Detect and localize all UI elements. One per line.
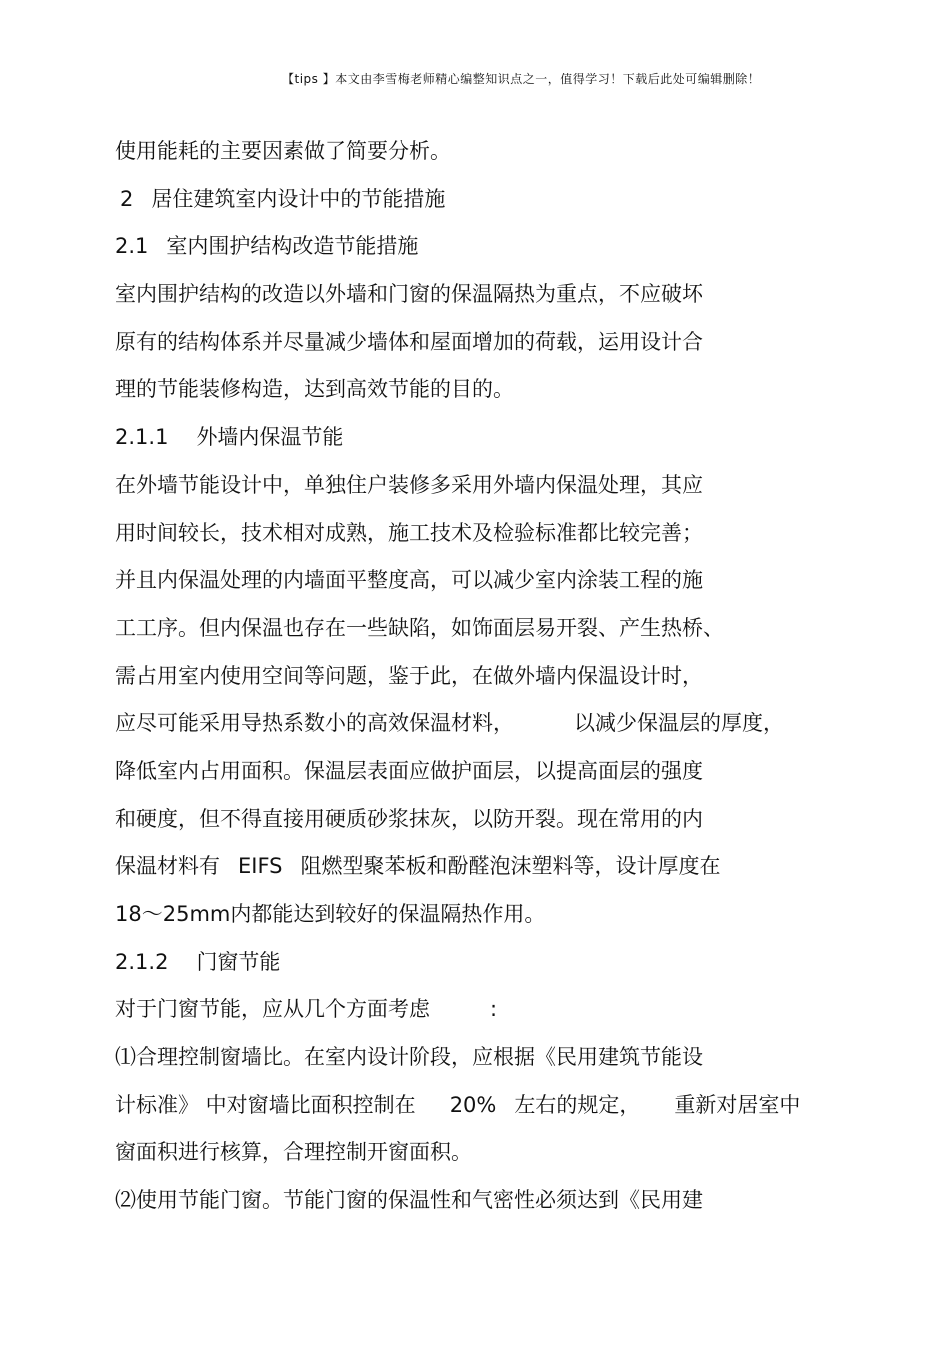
- section-heading-2: [115, 176, 830, 224]
- text-run: 重新对居室中: [674, 1092, 801, 1117]
- text-run: 左右的规定，: [514, 1092, 641, 1117]
- paragraph-line: 工工序。但内保温也存在一些缺陷，如饰面层易开裂、产生热桥、: [115, 615, 724, 640]
- text-run: 对于门窗节能，应从几个方面考虑: [115, 997, 430, 1022]
- section-title: 外墙内保温节能: [196, 425, 344, 450]
- paragraph-line: 用时间较长，技术相对成熟，施工技术及检验标准都比较完善；: [115, 520, 703, 545]
- paragraph-line: 降低室内占用面积。保温层表面应做护面层，以提高面层的强度: [115, 758, 703, 783]
- section-heading-2-1-1: [115, 414, 830, 462]
- paragraph-line: 在外墙节能设计中，单独住户装修多采用外墙内保温处理，其应: [115, 472, 703, 497]
- section-number: 2.1.2: [115, 949, 169, 974]
- section-heading-2-1-2: [115, 939, 830, 987]
- text-run: 20%: [449, 1092, 497, 1117]
- paragraph-line: [115, 700, 830, 748]
- section-title: 室内围护结构改造节能措施: [166, 234, 419, 259]
- paragraph-line: 18～25mm内都能达到较好的保温隔热作用。: [115, 902, 546, 926]
- paragraph-line: 窗面积进行核算，合理控制开窗面积。: [115, 1140, 472, 1165]
- section-number: 2: [120, 186, 134, 211]
- paragraph-line: [115, 1082, 830, 1130]
- paragraph-line: [115, 843, 830, 891]
- paragraph-line: 原有的结构体系并尽量减少墙体和屋面增加的荷载，运用设计合: [115, 329, 703, 354]
- text-run: 以减少保温层的厚度，: [574, 711, 784, 736]
- text-run: EIFS: [238, 854, 283, 879]
- paragraph-line: 理的节能装修构造，达到高效节能的目的。: [115, 377, 514, 402]
- paragraph-line: 需占用室内使用空间等问题，鉴于此，在做外墙内保温设计时，: [115, 663, 703, 688]
- text-run: 阻燃型聚苯板和酚醛泡沫塑料等，设计厚度在: [300, 854, 721, 879]
- section-title: 门窗节能: [196, 949, 281, 974]
- section-title: 居住建筑室内设计中的节能措施: [151, 186, 446, 211]
- section-number: 2.1: [115, 234, 149, 259]
- text-run: 应尽可能采用导热系数小的高效保温材料，: [115, 711, 514, 736]
- text-run: :: [490, 997, 498, 1022]
- section-heading-2-1: [115, 223, 830, 271]
- paragraph-line: 室内围护结构的改造以外墙和门窗的保温隔热为重点，不应破坏: [115, 282, 703, 307]
- text-run: 计标准》 中对窗墙比面积控制在: [115, 1092, 416, 1117]
- paragraph-line: 并且内保温处理的内墙面平整度高，可以减少室内涂装工程的施: [115, 568, 703, 593]
- paragraph-line: ⑵使用节能门窗。节能门窗的保温性和气密性必须达到《民用建: [115, 1188, 703, 1213]
- paragraph-line: ⑴合理控制窗墙比。在室内设计阶段，应根据《民用建筑节能设: [115, 1045, 703, 1070]
- paragraph-line: [115, 986, 830, 1034]
- document-body: [115, 128, 830, 1225]
- text-run: 保温材料有: [115, 854, 220, 879]
- header-tip: 【tips 】本文由李雪梅老师精心编整知识点之一，值得学习！下载后此处可编辑删除！: [282, 72, 761, 86]
- paragraph-line: 使用能耗的主要因素做了简要分析。: [115, 139, 451, 163]
- section-number: 2.1.1: [115, 425, 169, 450]
- paragraph-line: 和硬度，但不得直接用硬质砂浆抹灰，以防开裂。现在常用的内: [115, 806, 703, 831]
